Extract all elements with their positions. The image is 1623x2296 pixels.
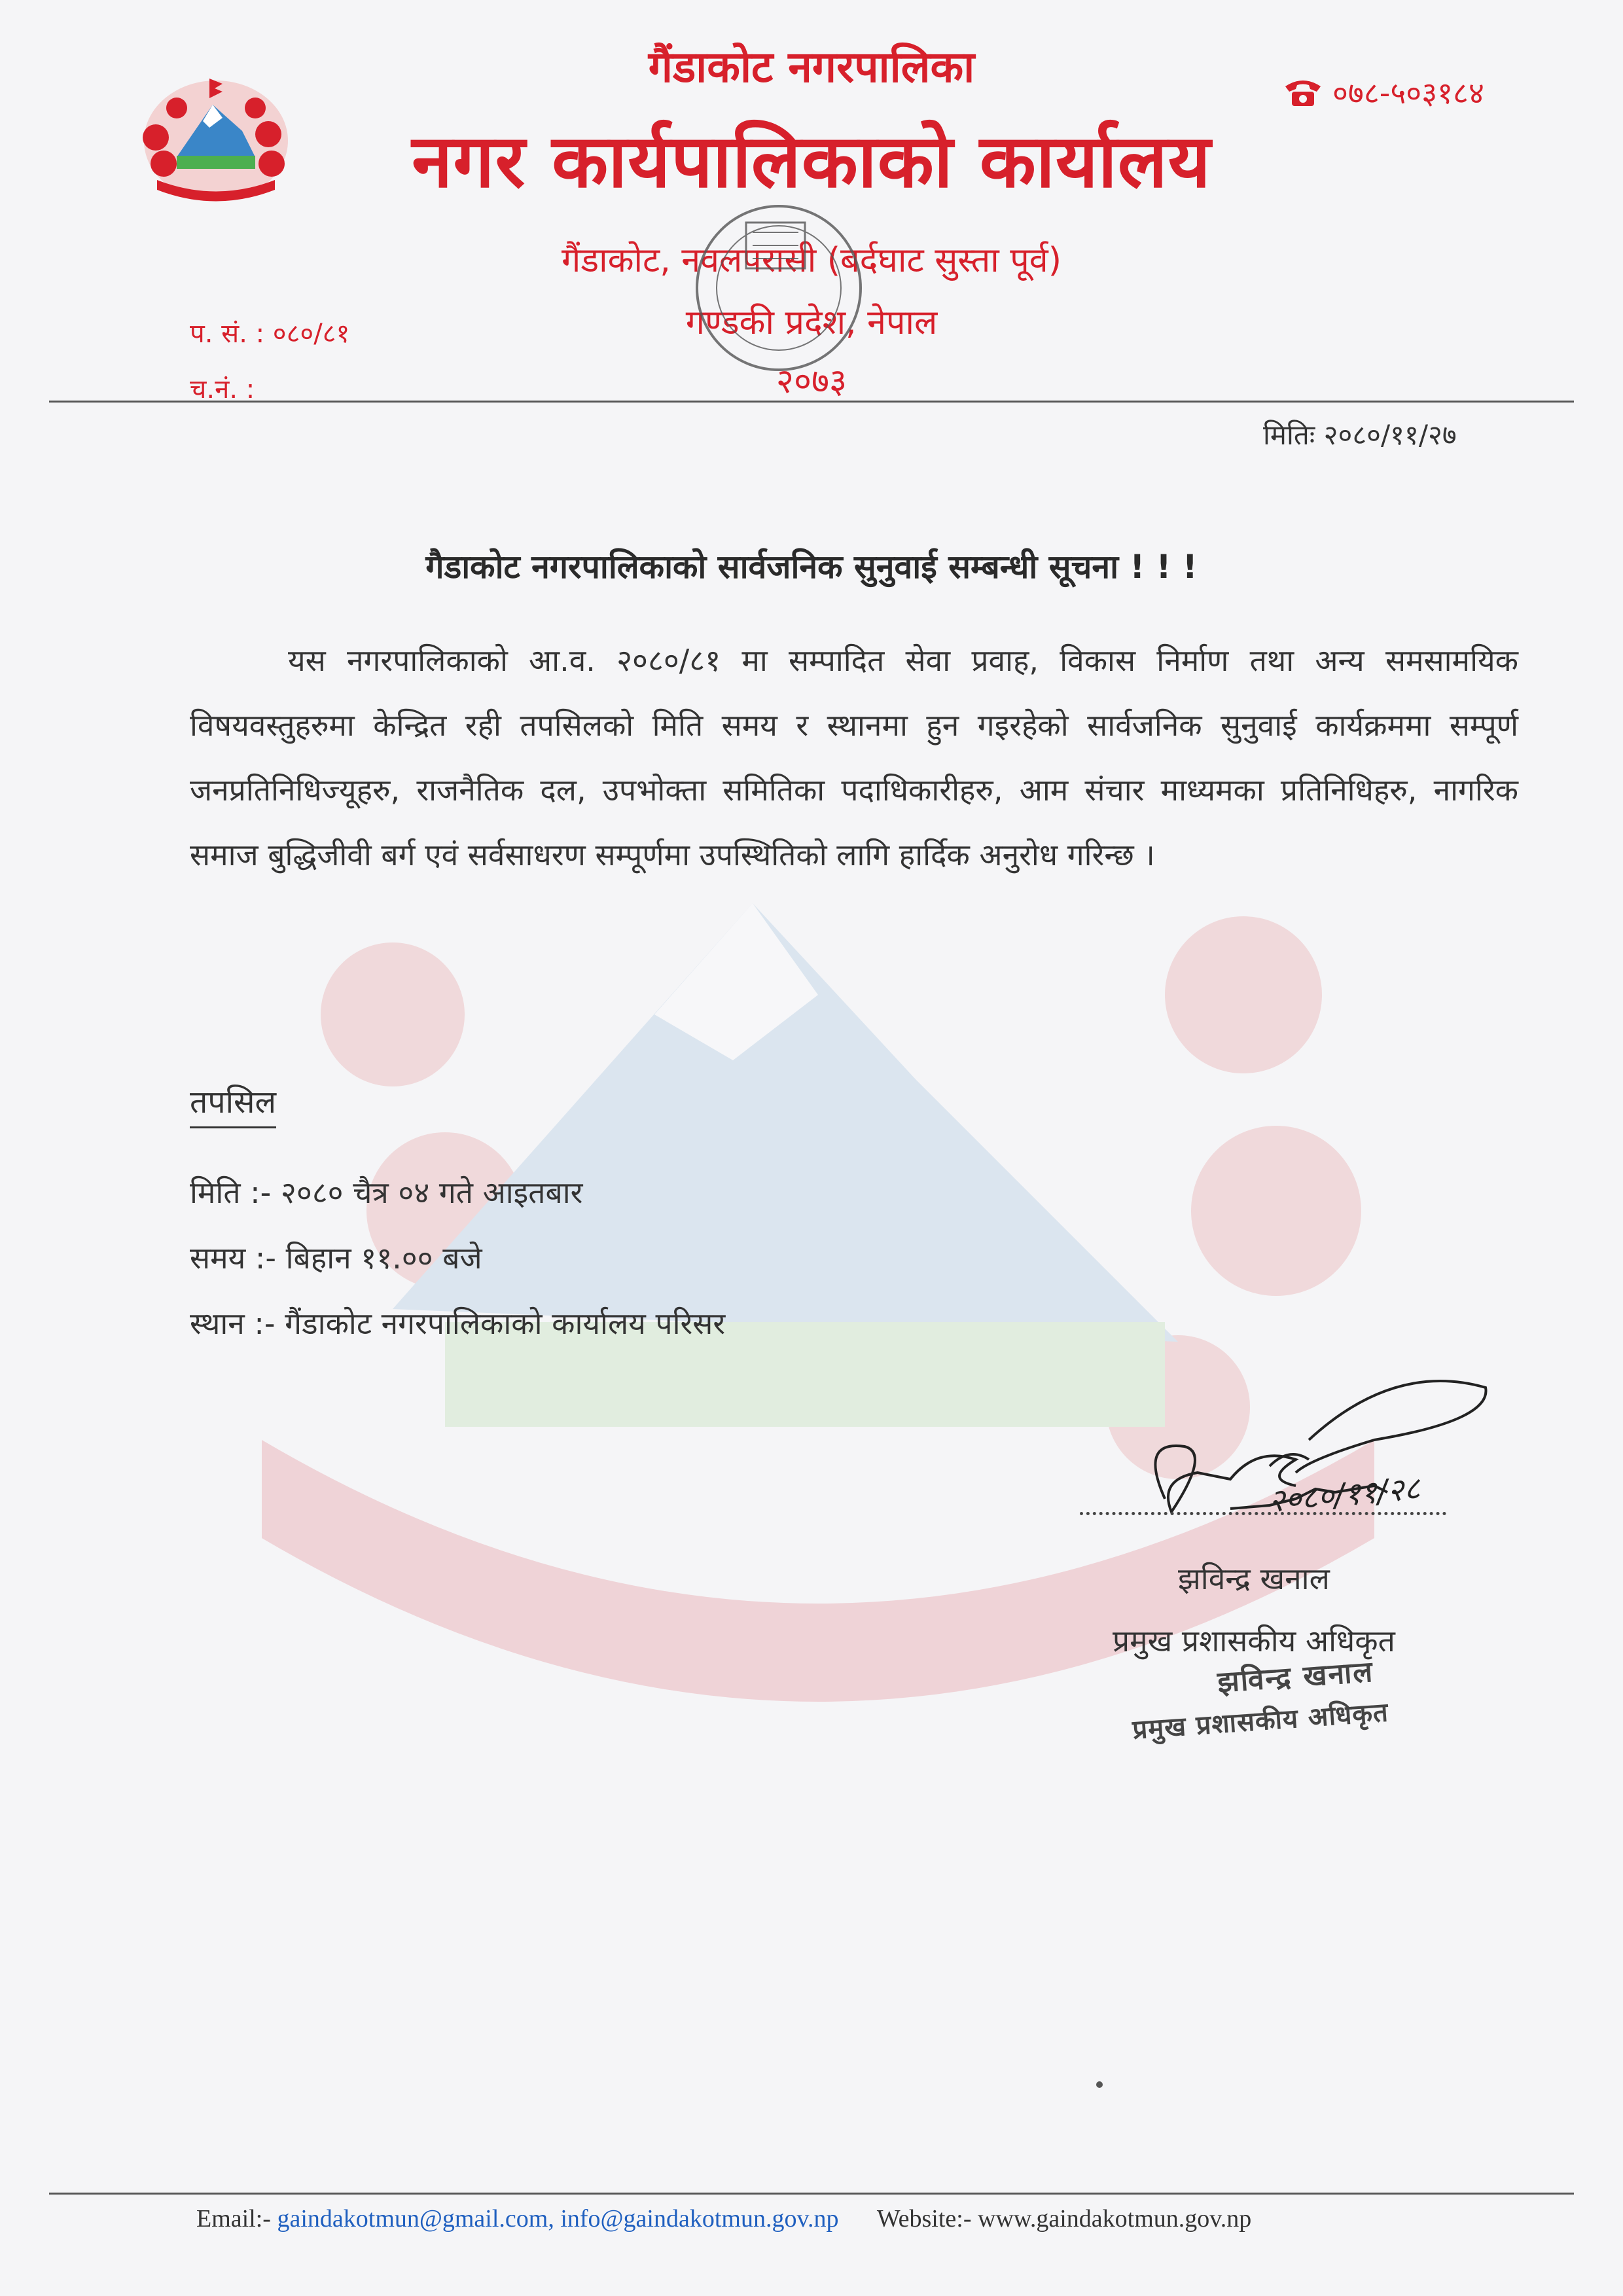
telephone-icon — [1283, 77, 1323, 107]
details-heading: तपसिल — [190, 1080, 276, 1128]
officer-name: झविन्द्र खनाल — [1178, 1561, 1330, 1596]
address-line-1: गैंडाकोट, नवलपरासी (बर्दघाट सुस्ता पूर्व) — [562, 241, 1061, 280]
established-year: २०७३ — [776, 362, 847, 401]
officer-title: प्रमुख प्रशासकीय अधिकृत — [1113, 1623, 1395, 1659]
office-seal-icon — [668, 196, 916, 412]
notice-body: यस नगरपालिकाको आ.व. २०८०/८१ मा सम्पादित सेवा प्रवाह, विकास निर्माण तथा अन्य समसामयिक विषयवस्तुहरुमा केन्द्रित रही तपसिलको मिति समय र स्थानमा हुन गइरहेको सार्वजनिक सुनुवाई कार्यक्रममा सम्पूर्ण जनप्रतिनिधिज्यूहरु, राजनैतिक दल, उपभोक्ता समितिका पदाधिकारीहरु, आम संचार माध्यमका प्रतिनिधिहरु, नागरिक समाज बुद्धिजीवी बर्ग एवं सर्वसाधरण सम्पूर्णमा उपस्थितिको लागि हार्दिक अनुरोध गरिन्छ । — [190, 643, 1518, 872]
stamp-title: प्रमुख प्रशासकीय अधिकृत — [1132, 1697, 1390, 1746]
footer-divider — [49, 2193, 1574, 2195]
email-link-1[interactable]: gaindakotmun@gmail.com, — [277, 2205, 554, 2233]
letter-date: मितिः २०८०/११/२७ — [1263, 419, 1457, 451]
phone-number — [1283, 72, 1484, 113]
email-label: Email:- — [196, 2205, 271, 2233]
phone-text: ०७८-५०३१८४ — [1332, 75, 1484, 111]
website-link[interactable]: www.gaindakotmun.gov.np — [978, 2205, 1252, 2233]
dispatch-number: च.नं. : — [190, 374, 255, 404]
website-label: Website:- — [876, 2205, 972, 2233]
event-venue: स्थान :- गैंडाकोट नगरपालिकाको कार्यालय परिसर — [190, 1306, 726, 1341]
reference-number: प. सं. : ०८०/८१ — [190, 319, 350, 349]
municipality-name: गैंडाकोट नगरपालिका — [648, 42, 975, 92]
handwritten-date: २०८०/११/२८ — [1267, 1469, 1422, 1520]
office-title: नगर कार्यपालिकाको कार्यालय — [412, 119, 1211, 204]
notice-title: गैडाकोट नगरपालिकाको सार्वजनिक सुनुवाई सम्बन्धी सूचना ! ! ! — [425, 548, 1198, 586]
header-divider — [49, 401, 1574, 403]
event-date: मिति :- २०८० चैत्र ०४ गते आइतबार — [190, 1175, 583, 1210]
stamp-name: झविन्द्र खनाल — [1216, 1655, 1375, 1700]
email-link-2[interactable]: info@gaindakotmun.gov.np — [560, 2205, 839, 2233]
footer-contact — [196, 2204, 1251, 2233]
event-time: समय :- बिहान ११.०० बजे — [190, 1240, 482, 1276]
address-line-2: गण्डकी प्रदेश, नेपाल — [685, 303, 938, 342]
signature-mark — [1099, 1348, 1505, 1545]
ink-dot — [1096, 2081, 1103, 2088]
signature-line — [1080, 1512, 1446, 1515]
